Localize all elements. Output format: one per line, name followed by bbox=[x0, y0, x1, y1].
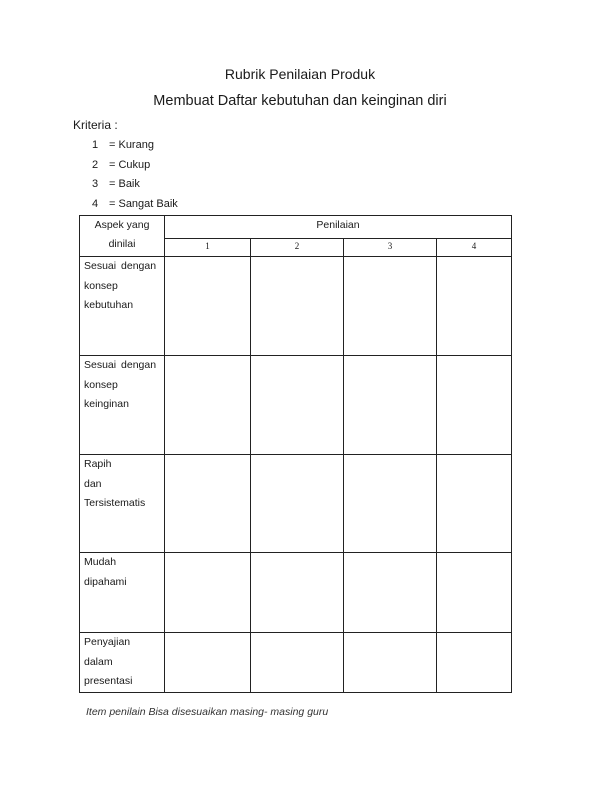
criteria-number: 3 bbox=[92, 178, 99, 190]
aspect-line: Rapih bbox=[84, 458, 112, 470]
document-subtitle: Membuat Daftar kebutuhan dan keinginan diri bbox=[153, 93, 447, 109]
criteria-number: 1 bbox=[92, 139, 99, 151]
score-cell[interactable] bbox=[344, 633, 437, 693]
aspect-header-line: dinilai bbox=[108, 238, 136, 250]
score-header: 2 bbox=[251, 239, 344, 257]
score-cell[interactable] bbox=[251, 455, 344, 553]
criteria-text: = Kurang bbox=[109, 139, 154, 151]
aspect-cell bbox=[80, 455, 165, 553]
aspect-cell bbox=[80, 633, 165, 693]
score-cell[interactable] bbox=[437, 455, 512, 553]
score-cell[interactable] bbox=[165, 455, 251, 553]
table-row bbox=[80, 455, 512, 553]
table-header-row bbox=[80, 216, 512, 239]
aspect-line: Penyajian bbox=[84, 636, 131, 648]
score-cell[interactable] bbox=[251, 356, 344, 455]
aspect-header-line: Aspek yang bbox=[94, 219, 150, 231]
aspect-line: Sesuai dengan bbox=[84, 260, 157, 272]
criteria-number: 2 bbox=[92, 158, 99, 171]
score-cell[interactable] bbox=[344, 356, 437, 455]
criteria-item bbox=[92, 158, 178, 178]
aspect-line: dalam bbox=[84, 655, 113, 668]
aspect-cell bbox=[80, 356, 165, 455]
score-header: 4 bbox=[437, 239, 512, 257]
criteria-number: 4 bbox=[92, 197, 99, 210]
table-row bbox=[80, 633, 512, 693]
aspect-cell bbox=[80, 553, 165, 633]
criteria-text: = Baik bbox=[109, 178, 140, 190]
criteria-item bbox=[92, 177, 178, 197]
rubric-table bbox=[79, 215, 512, 693]
aspect-line: Tersistematis bbox=[84, 497, 146, 509]
aspect-line: presentasi bbox=[84, 675, 133, 687]
criteria-text: = Sangat Baik bbox=[109, 197, 178, 210]
aspect-cell bbox=[80, 257, 165, 356]
score-cell[interactable] bbox=[165, 553, 251, 633]
score-cell[interactable] bbox=[437, 633, 512, 693]
aspect-line: konsep bbox=[84, 279, 118, 292]
score-cell[interactable] bbox=[251, 633, 344, 693]
aspect-line: dan bbox=[84, 477, 102, 490]
criteria-item bbox=[92, 138, 178, 158]
score-cell[interactable] bbox=[165, 633, 251, 693]
footnote: Item penilain Bisa disesuaikan masing- masing guru bbox=[86, 706, 329, 718]
aspect-line: keinginan bbox=[84, 398, 129, 410]
aspect-line: konsep bbox=[84, 378, 118, 391]
score-cell[interactable] bbox=[344, 553, 437, 633]
table-row bbox=[80, 553, 512, 633]
score-cell[interactable] bbox=[437, 553, 512, 633]
score-cell[interactable] bbox=[344, 257, 437, 356]
criteria-item bbox=[92, 197, 178, 217]
score-cell[interactable] bbox=[437, 356, 512, 455]
score-cell[interactable] bbox=[437, 257, 512, 356]
score-header: 3 bbox=[344, 239, 437, 257]
document-title: Rubrik Penilaian Produk bbox=[224, 66, 376, 82]
aspect-header bbox=[80, 216, 165, 257]
aspect-line: dipahami bbox=[84, 575, 127, 588]
aspect-line: kebutuhan bbox=[84, 299, 134, 311]
table-row bbox=[80, 257, 512, 356]
criteria-list bbox=[92, 138, 178, 216]
score-cell[interactable] bbox=[165, 257, 251, 356]
aspect-line: Mudah bbox=[84, 556, 117, 568]
aspect-line: Sesuai dengan bbox=[84, 359, 157, 371]
score-cell[interactable] bbox=[344, 455, 437, 553]
score-header: 1 bbox=[165, 239, 251, 257]
penilaian-header: Penilaian bbox=[165, 216, 512, 239]
table-row bbox=[80, 356, 512, 455]
criteria-label: Kriteria : bbox=[73, 118, 118, 132]
score-cell[interactable] bbox=[251, 553, 344, 633]
score-cell[interactable] bbox=[165, 356, 251, 455]
criteria-text: = Cukup bbox=[109, 158, 151, 171]
score-cell[interactable] bbox=[251, 257, 344, 356]
